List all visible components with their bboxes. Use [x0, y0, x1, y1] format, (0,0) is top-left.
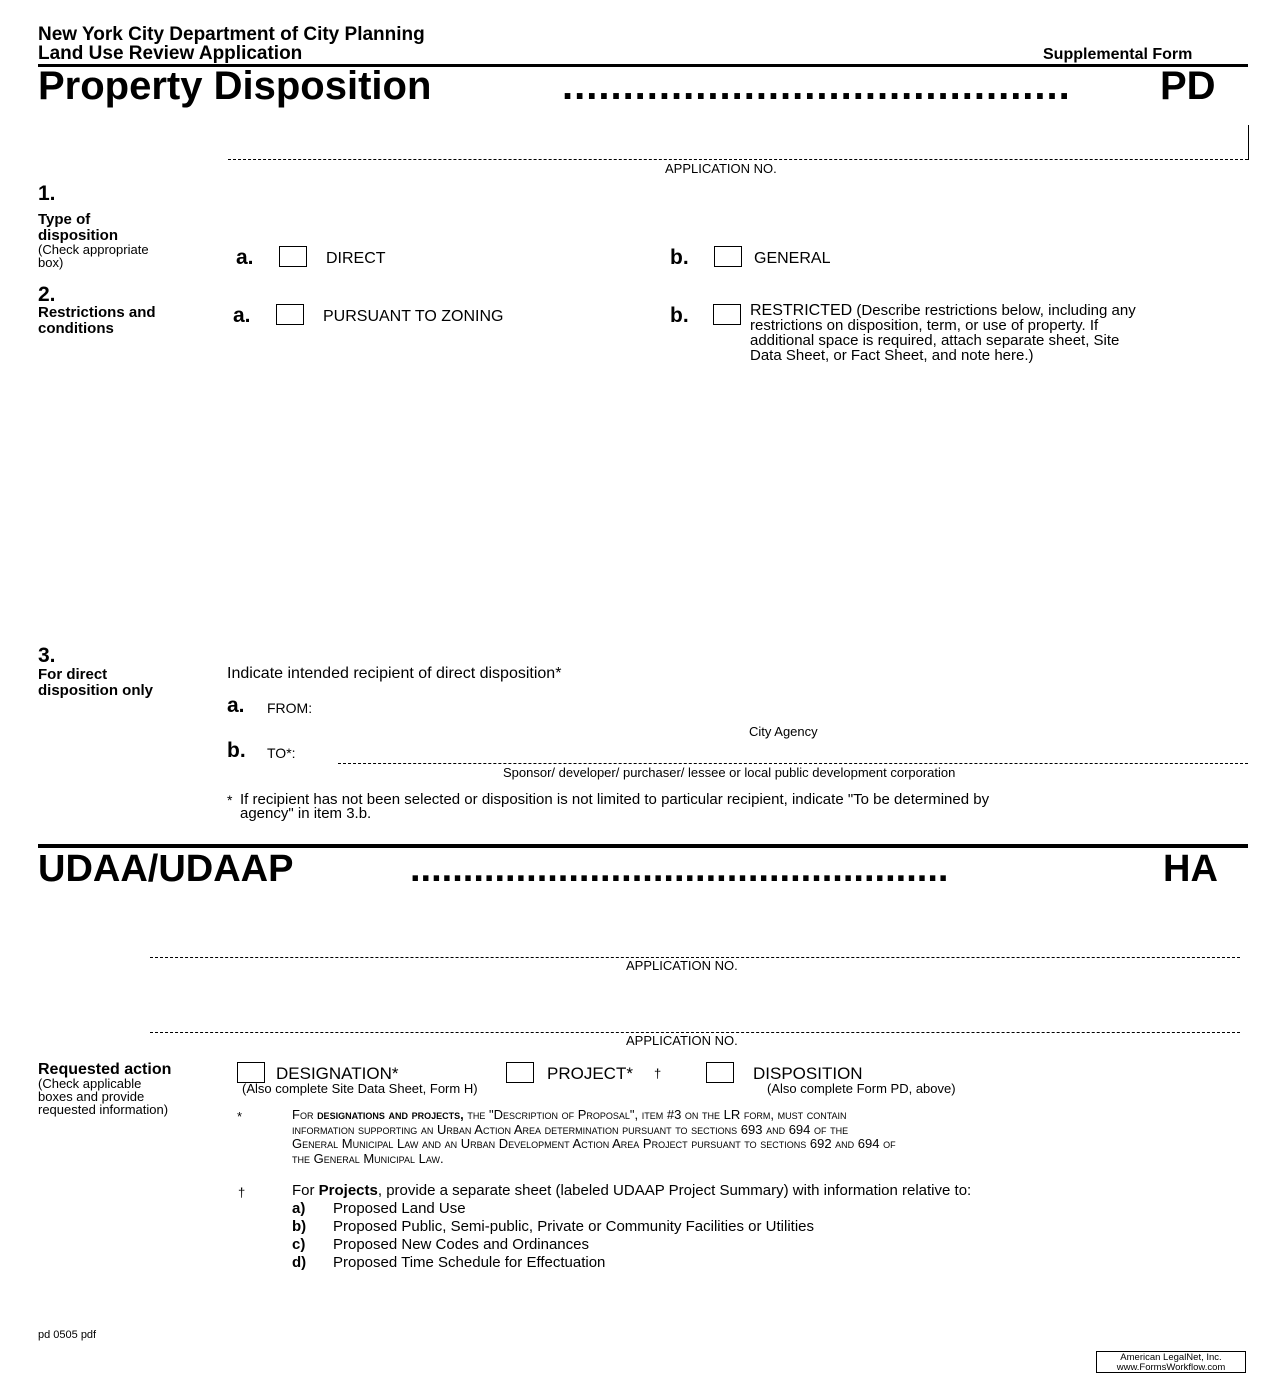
publisher-stamp [1096, 1351, 1246, 1373]
requested-action-title: Requested action [38, 1061, 172, 1078]
s2-number: 2. [38, 283, 56, 306]
agency-name: New York City Department of City Planning [38, 24, 425, 45]
restricted-desc [750, 303, 1136, 363]
form-code: pd 0505 pdf [38, 1329, 97, 1341]
pd-field-end-mark [1248, 125, 1249, 160]
s2-title-line1: Restrictions and [38, 304, 156, 321]
s1-b-letter: b. [670, 246, 689, 269]
to-recipient-field[interactable] [338, 763, 1248, 764]
item-d-text: Proposed Time Schedule for Effectuation [333, 1254, 606, 1271]
star-note-prefix: For [292, 1107, 318, 1122]
pd-application-no-field[interactable] [228, 159, 1248, 160]
s3-number: 3. [38, 644, 56, 667]
project-checkbox[interactable] [506, 1062, 534, 1083]
restricted-desc-line1: (Describe restrictions below, including any [856, 302, 1136, 319]
ha-application-no-label-2: APPLICATION NO. [626, 1033, 738, 1048]
s2-title-line2: conditions [38, 320, 114, 337]
item-a-text: Proposed Land Use [333, 1200, 466, 1217]
disposition-label: DISPOSITION [753, 1064, 863, 1083]
item-c-letter: c) [292, 1236, 306, 1253]
item-c-text: Proposed New Codes and Ordinances [333, 1236, 589, 1253]
restricted-checkbox[interactable] [713, 304, 741, 325]
from-city-agency-field[interactable] [337, 698, 1247, 720]
pursuant-to-zoning-checkbox[interactable] [276, 304, 304, 325]
ha-title-leader: ................................................... [410, 848, 949, 890]
s3-title-line1: For direct [38, 666, 108, 683]
general-label: GENERAL [754, 250, 831, 267]
dagger-note-intro [292, 1182, 971, 1199]
item-b-text: Proposed Public, Semi-public, Private or Community Facilities or Utilities [333, 1218, 814, 1235]
direct-label: DIRECT [326, 250, 386, 267]
designation-checkbox[interactable] [237, 1062, 265, 1083]
to-label: TO*: [267, 745, 296, 761]
star-note-emphasis: designations and projects, [317, 1107, 464, 1122]
star-note [292, 1108, 896, 1166]
pd-title: Property Disposition [38, 64, 432, 108]
application-name: Land Use Review Application [38, 43, 303, 64]
dagger-intro-rest: , provide a separate sheet (labeled UDAAP Project Summary) with information relative to: [377, 1182, 972, 1199]
requested-note-line2: boxes and provide [38, 1089, 145, 1104]
pursuant-to-zoning-label: PURSUANT TO ZONING [323, 308, 504, 325]
star-note-line1-rest: the "Description of Proposal", item #3 on the LR form, must contain [463, 1107, 847, 1122]
requested-note-line1: (Check applicable [38, 1076, 142, 1091]
s2-b-letter: b. [670, 304, 689, 327]
s3-b-letter: b. [227, 739, 246, 762]
dagger-intro-emphasis: Projects [318, 1182, 378, 1199]
recipient-caption: Sponsor/ developer/ purchaser/ lessee or local public development corporation [503, 765, 956, 780]
project-label: PROJECT* [547, 1064, 633, 1083]
form-type: Supplemental Form [1043, 46, 1193, 63]
general-checkbox[interactable] [714, 246, 742, 267]
s1-title-line2: disposition [38, 227, 118, 244]
s1-number: 1. [38, 182, 56, 205]
star-note-line4: the General Municipal Law. [292, 1150, 444, 1166]
restricted-desc-line2: restrictions on disposition, term, or use of property. If [750, 317, 1099, 334]
requested-note-line3: requested information) [38, 1102, 169, 1117]
star-note-marker: * [237, 1109, 243, 1124]
pd-application-no-label: APPLICATION NO. [665, 161, 777, 176]
item-a-letter: a) [292, 1200, 306, 1217]
restricted-desc-line3: additional space is required, attach separate sheet, Site [750, 332, 1120, 349]
designation-note: (Also complete Site Data Sheet, Form H) [242, 1081, 478, 1096]
s3-title-line2: disposition only [38, 682, 153, 699]
s2-a-letter: a. [233, 304, 251, 327]
publisher-name: American LegalNet, Inc. [1120, 1352, 1222, 1363]
restrictions-description-area[interactable] [228, 370, 1248, 640]
designation-label: DESIGNATION* [276, 1064, 399, 1083]
project-dagger-mark: † [654, 1066, 662, 1081]
ha-code: HA [1163, 848, 1218, 890]
s1-title-line1: Type of [38, 211, 91, 228]
from-label: FROM: [267, 700, 313, 716]
dagger-note-marker: † [238, 1185, 246, 1200]
pd-code: PD [1160, 64, 1216, 108]
s3-note-star: * [227, 792, 233, 808]
s1-a-letter: a. [236, 246, 254, 269]
item-d-letter: d) [292, 1254, 307, 1271]
s1-note-line1: (Check appropriate [38, 242, 149, 257]
ha-title: UDAA/UDAAP [38, 848, 294, 890]
s3-note-line1: If recipient has not been selected or disposition is not limited to particular recipient, indicate "To be determined by [240, 791, 990, 808]
item-b-letter: b) [292, 1218, 307, 1235]
ha-application-no-label-1: APPLICATION NO. [626, 958, 738, 973]
star-note-line3: General Municipal Law and an Urban Development Action Area Project pursuant to sections 692 and 694 of [292, 1136, 896, 1151]
publisher-url: www.FormsWorkflow.com [1116, 1362, 1226, 1373]
s1-note-line2: box) [38, 255, 64, 270]
pd-title-leader: .......................................... [562, 64, 1071, 108]
s3-a-letter: a. [227, 694, 245, 717]
dagger-intro-prefix: For [292, 1182, 319, 1199]
disposition-note: (Also complete Form PD, above) [767, 1081, 956, 1096]
s3-intro: Indicate intended recipient of direct disposition* [227, 665, 562, 682]
disposition-checkbox[interactable] [706, 1062, 734, 1083]
city-agency-caption: City Agency [749, 724, 818, 739]
s3-note-line2: agency" in item 3.b. [240, 805, 372, 822]
direct-checkbox[interactable] [279, 246, 307, 267]
star-note-line2: information supporting an Urban Action Area determination pursuant to sections 693 and 694 of the [292, 1121, 849, 1137]
restricted-desc-line4: Data Sheet, or Fact Sheet, and note here.) [750, 347, 1034, 364]
restricted-label: RESTRICTED [750, 302, 853, 319]
